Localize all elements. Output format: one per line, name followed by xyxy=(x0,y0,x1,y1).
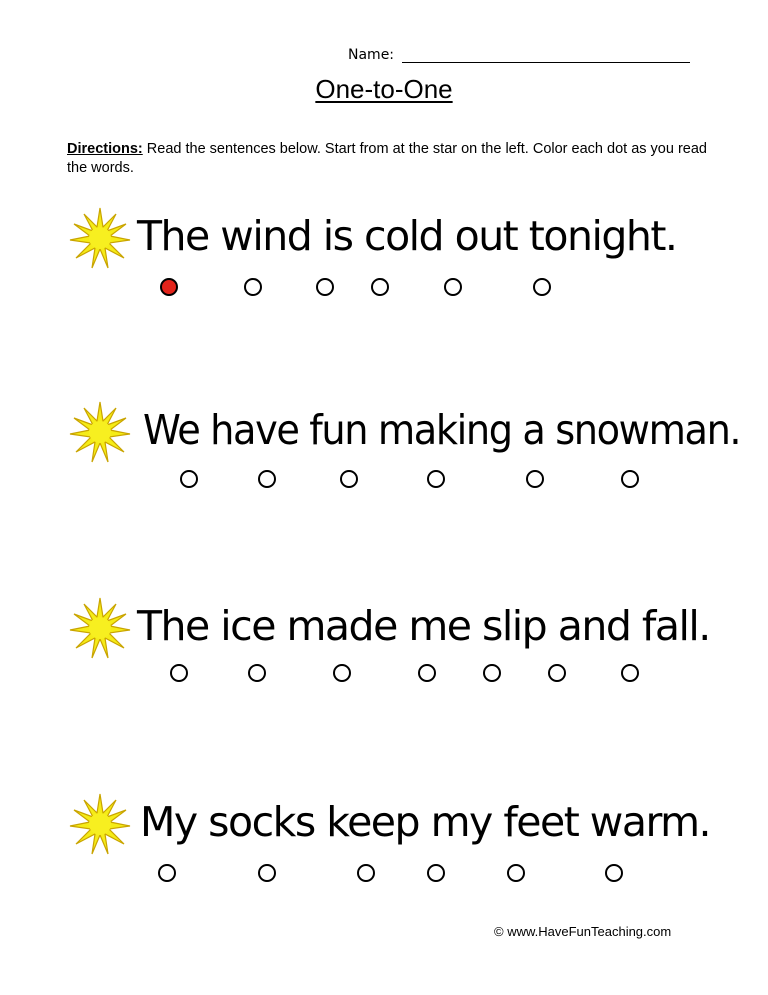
reading-dot[interactable] xyxy=(258,864,276,882)
reading-dot[interactable] xyxy=(333,664,351,682)
directions xyxy=(67,140,707,178)
reading-dot[interactable] xyxy=(605,864,623,882)
reading-dot[interactable] xyxy=(180,470,198,488)
reading-dot[interactable] xyxy=(427,470,445,488)
star-icon xyxy=(68,400,132,464)
reading-dot[interactable] xyxy=(158,864,176,882)
reading-dot[interactable] xyxy=(248,664,266,682)
sentence-row xyxy=(0,206,768,306)
reading-dot[interactable] xyxy=(316,278,334,296)
name-field-row xyxy=(348,46,690,63)
reading-dot[interactable] xyxy=(548,664,566,682)
sentence-text: My socks keep my feet warm. xyxy=(140,798,711,846)
reading-dot[interactable] xyxy=(357,864,375,882)
reading-dot[interactable] xyxy=(340,470,358,488)
reading-dot[interactable] xyxy=(427,864,445,882)
reading-dot[interactable] xyxy=(621,470,639,488)
reading-dot[interactable] xyxy=(244,278,262,296)
sentence-text: We have fun making a snowman. xyxy=(143,406,741,454)
page-title: One-to-One xyxy=(315,74,453,104)
reading-dot[interactable] xyxy=(258,470,276,488)
directions-label: Directions: xyxy=(67,141,143,157)
name-label: Name: xyxy=(348,47,395,63)
reading-dot[interactable] xyxy=(483,664,501,682)
sentence-text: The wind is cold out tonight. xyxy=(137,212,677,260)
directions-text: Read the sentences below. Start from at the star on the left. Color each dot as you read the words. xyxy=(67,141,707,176)
reading-dot[interactable] xyxy=(526,470,544,488)
reading-dot[interactable] xyxy=(418,664,436,682)
sentence-row xyxy=(0,792,768,892)
reading-dot[interactable] xyxy=(371,278,389,296)
sentence-text: The ice made me slip and fall. xyxy=(137,602,710,650)
reading-dot[interactable] xyxy=(170,664,188,682)
star-icon xyxy=(68,596,132,660)
reading-dot[interactable] xyxy=(444,278,462,296)
reading-dot[interactable] xyxy=(621,664,639,682)
copyright-footer: © www.HaveFunTeaching.com xyxy=(494,924,672,939)
reading-dot[interactable] xyxy=(533,278,551,296)
reading-dot[interactable] xyxy=(507,864,525,882)
reading-dot[interactable] xyxy=(160,278,178,296)
star-icon xyxy=(68,792,132,856)
star-icon xyxy=(68,206,132,270)
name-input-line[interactable] xyxy=(402,46,690,63)
sentence-row xyxy=(0,596,768,696)
sentence-row xyxy=(0,400,768,500)
